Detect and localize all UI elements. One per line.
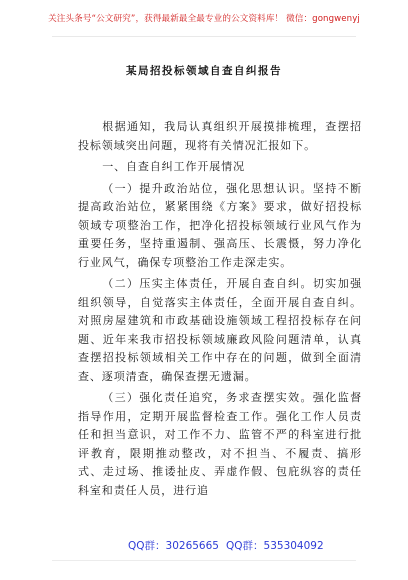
top-divider [52,36,356,37]
document-body [78,118,362,500]
paragraph-1: （一）提升政治站位，强化思想认识。坚持不断提高政治站位，紧紧围绕《方案》要求，做好招投标领域专项整治工作，把净化招投标领域行业风气作为重要任务，坚持重遏制、强高压、长震慑，努力净化行业风气，确保专项整治工作走深走实。 [78,181,362,269]
intro-paragraph: 根据通知，我局认真组织开展摸排梳理，查摆招投标领域突出问题，现将有关情况汇报如下。 [78,120,362,152]
top-banner: 关注头条号“公文研究”，获得最新最全最专业的公文资料库！ 微信：gongwenyj [48,14,360,24]
paragraph-2: （二）压实主体责任，开展自查自纠。切实加强组织领导，自觉落实主体责任，全面开展自查自纠。对照房屋建筑和市政基础设施领域工程招投标存在问题、近年来我市招投标领域廉政风险问题清单，认真查摆招投标领域相关工作中存在的问题，做到全面清查、逐项清查，确保查摆无遗漏。 [78,277,362,383]
section-heading: 一、自查自纠工作开展情况 [102,160,245,173]
footer-qq-group-1: QQ群：30265665 [128,540,219,552]
bottom-divider [52,560,356,561]
document-title: 某局招投标领域自查自纠报告 [126,65,282,77]
paragraph-3: （三）强化责任追究，务求查摆实效。强化监督指导作用，定期开展监督检查工作。强化工作人员责任和担当意识，对工作不力、监管不严的科室进行批评教育，限期推动整改，对不担当、不履责、搞形式、走过场、推诿扯皮、弄虚作假、包庇纵容的责任科室和责任人员，进行追 [78,391,362,497]
page-footer [0,538,408,554]
footer-qq-group-2: QQ群：535304092 [226,540,324,552]
